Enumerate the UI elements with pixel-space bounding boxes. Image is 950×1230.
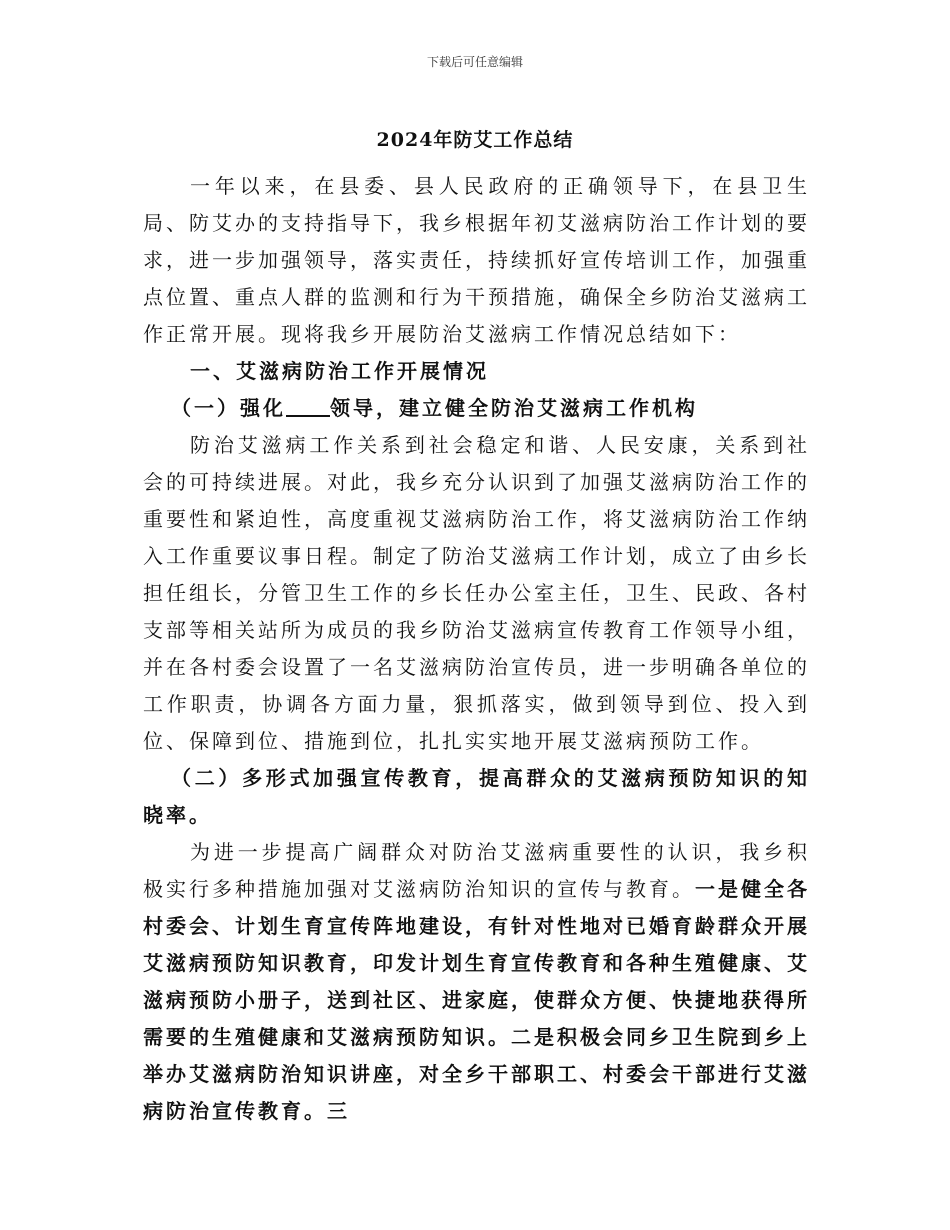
subsection-2-heading: （二）多形式加强宣传教育，提高群众的艾滋病预防知识的知晓率。: [143, 766, 810, 827]
intro-paragraph: 一年以来，在县委、县人民政府的正确领导下，在县卫生局、防艾办的支持指导下，我乡根据年初艾滋病防治工作计划的要求，进一步加强领导，落实责任，持续抓好宣传培训工作，加强重点位置、重点人群的监测和行为干预措施，确保全乡防治艾滋病工作正常开展。现将我乡开展防治艾滋病工作情况总结如下：: [143, 174, 810, 346]
document-title: 2024年防艾工作总结: [376, 129, 574, 151]
subsection-1-heading-end: 领导，建立健全防治艾滋病工作机构: [330, 396, 698, 420]
subsection-1-heading-start: （一）强化: [171, 396, 286, 420]
section-1-heading: 一、艾滋病防治工作开展情况: [190, 359, 489, 383]
page-header-note: 下载后可任意编辑: [426, 55, 523, 69]
blank-underline: [286, 397, 330, 417]
subsection-1-heading: [143, 390, 810, 427]
subsection-2-text: 为进一步提高广阔群众对防治艾滋病重要性的认识，我乡积极实行多种措施加强对艾滋病防治知识的宣传与教育。: [143, 840, 810, 901]
document-body: [143, 168, 810, 1130]
subsection-2-paragraph: [143, 834, 810, 1130]
subsection-1-paragraph: 防治艾滋病工作关系到社会稳定和谐、人民安康，关系到社会的可持续进展。对此，我乡充分认识到了加强艾滋病防治工作的重要性和紧迫性，高度重视艾滋病防治工作，将艾滋病防治工作纳入工作重要议事日程。制定了防治艾滋病工作计划，成立了由乡长担任组长，分管卫生工作的乡长任办公室主任，卫生、民政、各村支部等相关站所为成员的我乡防治艾滋病宣传教育工作领导小组，并在各村委会设置了一名艾滋病防治宣传员，进一步明确各单位的工作职责，协调各方面力量，狠抓落实，做到领导到位、投入到位、保障到位、措施到位，扎扎实实地开展艾滋病预防工作。: [143, 433, 810, 753]
subsection-2-bold-text: 一是健全各村委会、计划生育宣传阵地建设，有针对性地对已婚育龄群众开展艾滋病预防知识教育，印发计划生育宣传教育和各种生殖健康、艾滋病预防小册子，送到社区、进家庭，使群众方便、快捷地获得所需要的生殖健康和艾滋病预防知识。二是积极会同乡卫生院到乡上举办艾滋病防治知识讲座，对全乡干部职工、村委会干部进行艾滋病防治宣传教育。三: [143, 877, 810, 1123]
